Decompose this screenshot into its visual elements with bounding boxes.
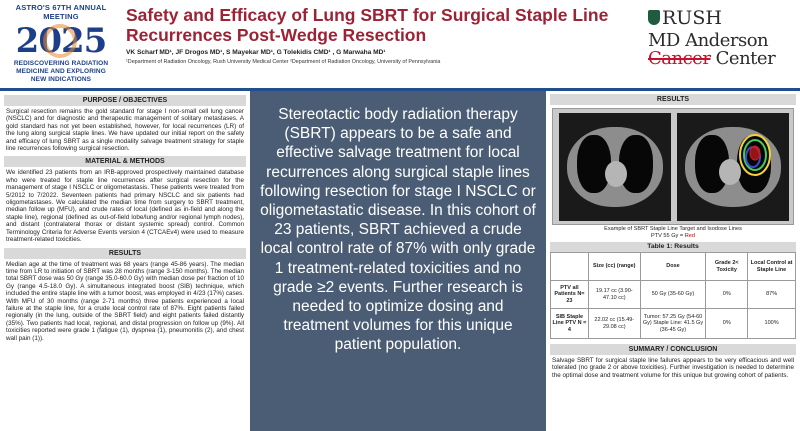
table-header-toxicity: Grade 2< Toxicity <box>706 253 748 281</box>
ct-scan-image-right <box>677 113 789 221</box>
table-header-control: Local Control at Staple Line <box>748 253 796 281</box>
summary-text: Salvage SBRT for surgical staple line failures appears to be very efficacious and well tolerated (no grade 2 or above toxicities). Further investigation is needed to determine the optimal dose and treatment volume for this unique but growing cohort of patients. <box>552 357 794 379</box>
table-header-blank <box>551 253 589 281</box>
results-heading-right: RESULTS <box>550 94 796 105</box>
poster-title-line-2: Recurrences Post-Wedge Resection <box>126 25 427 45</box>
figure-caption-line-2 <box>546 233 800 240</box>
isodose-overlay <box>677 113 789 221</box>
table-row-label: PTV all Patients N= 23 <box>551 281 589 309</box>
meeting-tagline-1: REDISCOVERING RADIATION <box>13 60 109 67</box>
rush-logo-text: RUSH <box>662 7 722 29</box>
summary-heading: SUMMARY / CONCLUSION <box>550 344 796 355</box>
figure-caption-prefix: PTV 55 Gy = <box>651 233 685 239</box>
purpose-heading: PURPOSE / OBJECTIVES <box>4 95 246 106</box>
meeting-tagline-2: MEDICINE AND EXPLORING <box>16 68 106 75</box>
table-cell-dose: 50 Gy (35-60 Gy) <box>640 281 706 309</box>
table-row <box>551 309 796 339</box>
table-cell-control: 100% <box>748 309 796 339</box>
institution-logos <box>648 8 798 78</box>
figure-caption-red: Red <box>684 233 695 239</box>
poster-title-line-1: Safety and Efficacy of Lung SBRT for Surgical Staple Line <box>126 5 609 25</box>
table-cell-size: 22.02 cc (15.49-29.08 cc) <box>588 309 640 339</box>
figure-caption-line-1: Example of SBRT Staple Line Target and Isodose Lines <box>604 226 742 232</box>
astro-logo <box>0 0 122 86</box>
middle-column <box>250 91 546 431</box>
table-cell-control: 87% <box>748 281 796 309</box>
year-emblem <box>0 22 122 60</box>
right-column <box>546 91 800 431</box>
methods-text: We identified 23 patients from an IRB-approved prospectively maintained database who were treated for staple line recurrences after surgical resection for the management of stage I NSCLC or oligometastasis. These patients were treated from 5/2012 to 7/2022. Seventeen patients had primary NSCLC and six patients had oligometastases. We calculated the median time from surgery to SBRT treatment, median follow up (MFU), and crude rates of local (defined as in-field and along the staple line), regional (defined as out-of-field lobe/lung and/or regional lymph nodes), and distant (contralateral thorax or distant systemic spread) control. Common Terminology Criteria for Adverse Events version 4 (CTCAEv4) were used to measure treatment-related toxicities. <box>6 169 244 244</box>
title-block <box>126 5 616 65</box>
figure-caption <box>546 226 800 240</box>
table-row-label: SIB Staple Line PTV N = 4 <box>551 309 589 339</box>
meeting-tagline-3: NEW INDICATIONS <box>30 76 92 83</box>
mdanderson-cancer-word: Cancer <box>648 48 711 69</box>
results-text: Median age at the time of treatment was 68 years (range 45-86 years). The median time from LR to initiation of SBRT was 28 months (range 3-150 months). The median total SBRT dose was 50 Gy (range 35.0-60.0 Gy) with median dose per fraction of 10 Gy (range 4.5-18.0 Gy). A simultaneous integrated boost (SIB) technique, which included the entire staple line with a tumor boost, was employed in 4/23 (17%) cases. With MFU of 30 months (range 2-71 months) three patients experienced a local failure at the staple line, for a crude local control rate of 87%. Eight patients failed regionally (in the lung, outside of the SBRT field) and eight patients failed distantly (35%). Two patients had local, regional, and distal progression on follow up (9%). All toxicities reported were grade 1 (fatigue (1), dyspnea (1), pneumonitis (2), and chest wall pain (1)). <box>6 260 244 342</box>
meeting-name: ASTRO'S 67TH ANNUAL MEETING <box>15 3 107 21</box>
table-row <box>551 281 796 309</box>
table-cell-dose: Tumor: 57.25 Gy (54-60 Gy) Staple Line: 41.5 Gy (36-45 Gy) <box>640 309 706 339</box>
results-heading-left: RESULTS <box>4 248 246 259</box>
author-list: VK Scharf MD¹, JF Drogos MD¹, S Mayekar MD¹, G Tolekidis CMD¹ , G Marwaha MD¹ <box>126 49 386 56</box>
rush-shield-icon <box>648 10 660 25</box>
methods-heading: MATERIAL & METHODS <box>4 156 246 167</box>
meeting-year: 2025 <box>15 21 107 61</box>
purpose-text: Surgical resection remains the gold standard for stage I non-small cell lung cancer (NSCLC) and for diagnostic and therapeutic management of solitary metastases. A gold standard has not yet been established, however, for local recurrences (LR) of the lung along surgical staple lines. We have updated our initial report on the safety and efficacy of lung SBRT as a single modality salvage treatment strategy for staple line recurrences following surgical resection. <box>6 108 244 153</box>
results-table <box>550 252 796 339</box>
left-column <box>0 91 250 431</box>
affiliations: ¹Department of Radiation Oncology, Rush University Medical Center ²Department of Radiation Oncology, University of Pennsylvania <box>126 59 441 65</box>
poster-header <box>0 0 800 88</box>
table-cell-toxicity: 0% <box>706 309 748 339</box>
table-cell-size: 19.17 cc (3.90-47.10 cc) <box>588 281 640 309</box>
mdanderson-logo-line-1: MD Anderson <box>648 30 769 51</box>
table-heading: Table 1: Results <box>550 242 796 252</box>
table-header-size: Size (cc) (range) <box>588 253 640 281</box>
rush-logo <box>648 8 798 28</box>
ct-scan-image-left <box>559 113 671 221</box>
table-header-row <box>551 253 796 281</box>
ct-scan-figure <box>552 108 794 225</box>
key-finding-statement: Stereotactic body radiation therapy (SBRT) appears to be a safe and effective salvage treatment for local recurrences along surgical staple lines following resection for stage I NSCLC or oligometastatic disease. In this cohort of 23 patients, SBRT achieved a crude local control rate of 87% with only grade 1 treatment-related toxicities and no grade ≥2 events. Further research is needed to optimize dosing and treatment volumes for this unique patient population. <box>260 106 536 354</box>
table-header-dose: Dose <box>640 253 706 281</box>
ring-emblem-icon <box>43 24 77 58</box>
mdanderson-center-word: Center <box>710 48 776 69</box>
mdanderson-logo-line-2 <box>648 50 798 68</box>
table-cell-toxicity: 0% <box>706 281 748 309</box>
